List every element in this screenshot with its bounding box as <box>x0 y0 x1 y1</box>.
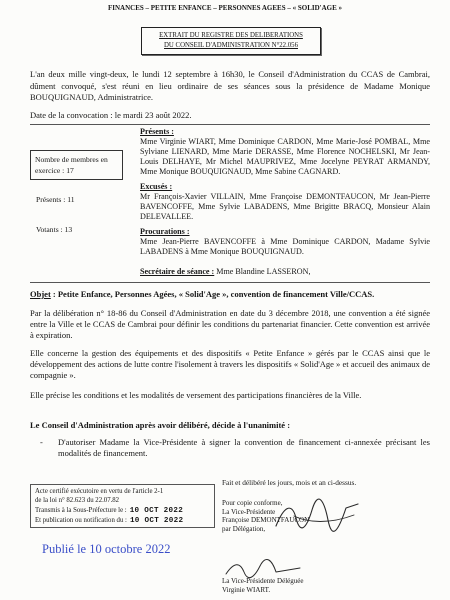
publication-line <box>35 516 210 526</box>
subject-line <box>30 289 430 300</box>
proxies-names: Mme Jean-Pierre BAVENCOFFE à Mme Dominique CARDON, Madame Sylvie LABADENS à Mme Monique BOUQUIGNAUD. <box>140 237 430 256</box>
meeting-intro-paragraph: L'an deux mille vingt-deux, le lundi 12 septembre à 16h30, le Conseil d'Administration du CCAS de Cambrai, dûment convoqué, s'est réuni en lieu ordinaire de ses séances sous la présidence de Madame Monique BOUQUIGNAUD, Administratrice. <box>30 69 430 102</box>
body-paragraph: Elle précise les conditions et les modalités de versement des participations financières de la Ville. <box>30 390 362 400</box>
members-in-office-label: Nombre de membres en exercice : 17 <box>35 155 108 175</box>
subject-text: : Petite Enfance, Personnes Agées, « Solid'Age », convention de financement Ville/CCAS. <box>50 289 375 299</box>
voters-count: Votants : 13 <box>36 225 73 234</box>
convocation-date: Date de la convocation : le mardi 23 août 2022. <box>30 110 192 120</box>
excused-heading: Excusés : <box>140 182 173 191</box>
register-extract-box <box>141 27 321 55</box>
present-names: Mme Virginie WIART, Mme Dominique CARDON, Mme Marie-José POMBAL, Mme Sylviane LIENARD, Mme Marie DERASSE, Mme Florence NOCHELSKI, Mr Jean-Louis DELHAYE, Mr Michel MAUPRIVEZ, Mme Jocelyne PEYRAT ARMANDY, Mme Monique BOUQUIGNAUD, Mme Sabine CAGNARD. <box>140 137 430 176</box>
signer-block <box>222 577 422 595</box>
publication-label: Et publication ou notification du : <box>35 517 127 525</box>
decision-item <box>30 437 430 459</box>
deliberation-body <box>30 289 430 459</box>
decision-item-text: D'autoriser Madame la Vice-Présidente à signer la convention de financement ci-annexée précisant les modalités de financement. <box>58 437 430 458</box>
excused-names: Mr François-Xavier VILLAIN, Mme Françoise DEMONTFAUCON, Mr Jean-Pierre BAVENCOFFE, Mme Sylvie LABADENS, Mme Brigitte BRACQ, Monsieur Alain DELEVALLEE. <box>140 192 430 221</box>
certificate-line: Acte certifié exécutoire en vertu de l'article 2-1 <box>35 488 164 495</box>
attendance-section <box>140 127 430 277</box>
document-category-title: FINANCES – PETITE ENFANCE – PERSONNES AGEES – « SOLID'AGE » <box>107 4 343 12</box>
signer-title: La Vice-Présidente Déléguée <box>222 577 304 585</box>
signature-scribble <box>272 496 362 536</box>
body-paragraph: Elle concerne la gestion des équipements et des dispositifs « Petite Enfance » gérés par le CCAS ainsi que le développement des actions de lutte contre l'isolement à travers les dispositifs « Solid'Age » et accueil des animaux de compagnie ». <box>30 348 430 380</box>
enforceability-certificate-box <box>30 484 215 528</box>
signer-name: Virginie WIART. <box>222 586 271 594</box>
register-extract-line: EXTRAIT DU REGISTRE DES DELIBERATIONS <box>159 32 303 39</box>
done-deliberated-line: Fait et délibéré les jours, mois et an ci-dessus. <box>222 478 357 487</box>
subject-label: Objet <box>30 289 51 299</box>
proxies-heading: Procurations : <box>140 227 190 236</box>
delegation-label: par Délégation, <box>222 524 266 533</box>
publication-note: Publié le 10 octobre 2022 <box>42 542 171 556</box>
vice-president-name: Françoise DEMONTFAUCON <box>222 516 310 525</box>
present-heading: Présents : <box>140 127 174 136</box>
vice-president-title: La Vice-Présidente <box>222 507 276 516</box>
publication-date-stamp: 10 OCT 2022 <box>129 517 184 526</box>
body-paragraph: Par la délibération n° 18-86 du Conseil d'Administration en date du 3 décembre 2018, une convention a été signée entre la Ville et le CCAS de Cambrai pour définir les conditions du partenariat financier. Cette convention est arrivée à expiration. <box>30 308 430 340</box>
transmission-date-stamp: 10 OCT 2022 <box>129 506 184 515</box>
secretary-heading: Secrétaire de séance : <box>140 267 215 276</box>
secretary-name: Mme Blandine LASSERON, <box>214 267 311 276</box>
transmission-label: Transmis à la Sous-Préfecture le : <box>35 506 127 514</box>
list-bullet: - <box>40 437 43 447</box>
attendance-top-divider <box>30 124 430 125</box>
present-count: Présents : 11 <box>36 195 75 204</box>
certified-copy-label: Pour copie conforme, <box>222 499 283 507</box>
deliberation-number-line: DU CONSEIL D'ADMINISTRATION N°22.056 <box>164 42 298 49</box>
secretary-line <box>140 267 430 277</box>
transmission-line <box>35 506 210 516</box>
attendance-bottom-divider <box>30 282 430 283</box>
members-in-office-box <box>30 150 123 180</box>
certificate-law-line: de la loi n° 82.623 du 22.07.82 <box>35 497 120 505</box>
decision-heading: Le Conseil d'Administration après avoir délibéré, décide à l'unanimité : <box>30 420 291 430</box>
